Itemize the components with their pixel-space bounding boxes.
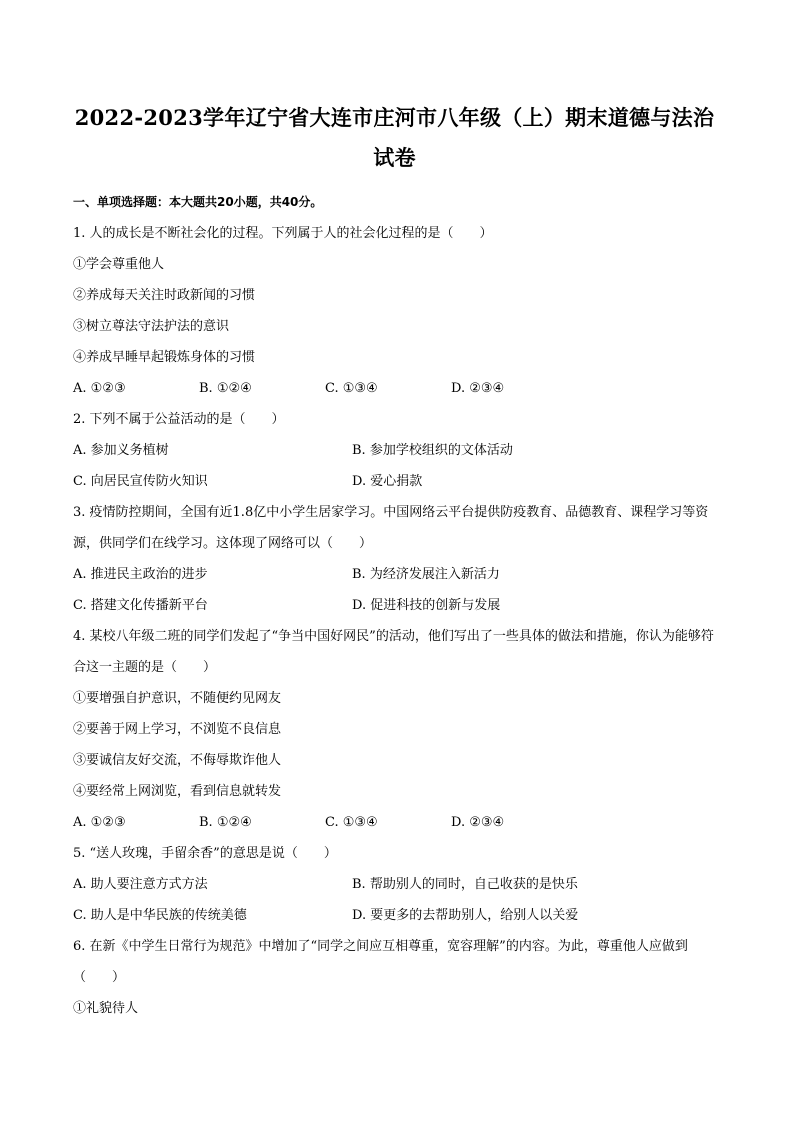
question-stem: 4. 某校八年级二班的同学们发起了“争当中国好网民”的活动，他们写出了一些具体的做法和措施，你认为能够符合这一主题的是（ ） [73,629,714,675]
options-row [73,373,716,404]
option-d: D. ②③④ [451,815,505,830]
question-stem: 5. “送人玫瑰，手留余香”的意思是说（ ） [73,846,337,861]
options-row [73,807,716,838]
option-c: C. 助人是中华民族的传统美德 [73,908,247,923]
statement: ①礼貌待人 [73,1001,139,1016]
question-5 [73,838,716,931]
statement: ③树立尊法守法护法的意识 [73,319,230,334]
question-stem: 1. 人的成长是不断社会化的过程。下列属于人的社会化过程的是（ ） [73,226,493,241]
question-1 [73,218,716,404]
option-b: B. ①②④ [199,815,252,830]
statement: ②要善于网上学习，不浏览不良信息 [73,722,282,737]
option-b: B. 为经济发展注入新活力 [352,567,500,582]
options-row [73,466,716,497]
options-row [73,435,716,466]
options-row [73,559,716,590]
section-heading: 一、单项选择题：本大题共20小题，共40分。 [73,195,323,209]
page-title: 2022-2023学年辽宁省大连市庄河市八年级（上）期末道德与法治试卷 [74,105,715,170]
option-c: C. ①③④ [325,815,378,830]
option-c: C. ①③④ [325,381,378,396]
question-stem: 2. 下列不属于公益活动的是（ ） [73,412,285,427]
option-c: C. 搭建文化传播新平台 [73,598,208,613]
option-a: A. ①②③ [73,815,126,830]
option-b: B. 帮助别人的同时，自己收获的是快乐 [352,877,578,892]
statement: ②养成每天关注时政新闻的习惯 [73,288,256,303]
option-d: D. 爱心捐款 [352,474,423,489]
option-d: D. ②③④ [451,381,505,396]
option-c: C. 向居民宣传防火知识 [73,474,208,489]
statement: ③要诚信友好交流，不侮辱欺诈他人 [73,753,282,768]
statement: ④要经常上网浏览，看到信息就转发 [73,784,282,799]
option-a: A. ①②③ [73,381,126,396]
options-row [73,590,716,621]
option-a: A. 推进民主政治的进步 [73,567,208,582]
question-4 [73,621,716,838]
statement: ①要增强自护意识，不随便约见网友 [73,691,282,706]
option-b: B. ①②④ [199,381,252,396]
option-d: D. 促进科技的创新与发展 [352,598,501,613]
question-3 [73,497,716,621]
statement: ④养成早睡早起锻炼身体的习惯 [73,350,256,365]
question-stem: 3. 疫情防控期间，全国有近1.8亿中小学生居家学习。中国网络云平台提供防疫教育、品德教育、课程学习等资源，供同学们在线学习。这体现了网络可以（ ） [73,505,709,551]
question-6 [73,931,716,1024]
option-a: A. 参加义务植树 [73,443,169,458]
options-row [73,869,716,900]
option-a: A. 助人要注意方式方法 [73,877,208,892]
option-d: D. 要更多的去帮助别人，给别人以关爱 [352,908,579,923]
option-b: B. 参加学校组织的文体活动 [352,443,513,458]
question-2 [73,404,716,497]
options-row [73,900,716,931]
question-stem: 6. 在新《中学生日常行为规范》中增加了“同学之间应互相尊重，宽容理解”的内容。为此，尊重他人应做到（ ） [73,939,688,985]
statement: ①学会尊重他人 [73,257,165,272]
